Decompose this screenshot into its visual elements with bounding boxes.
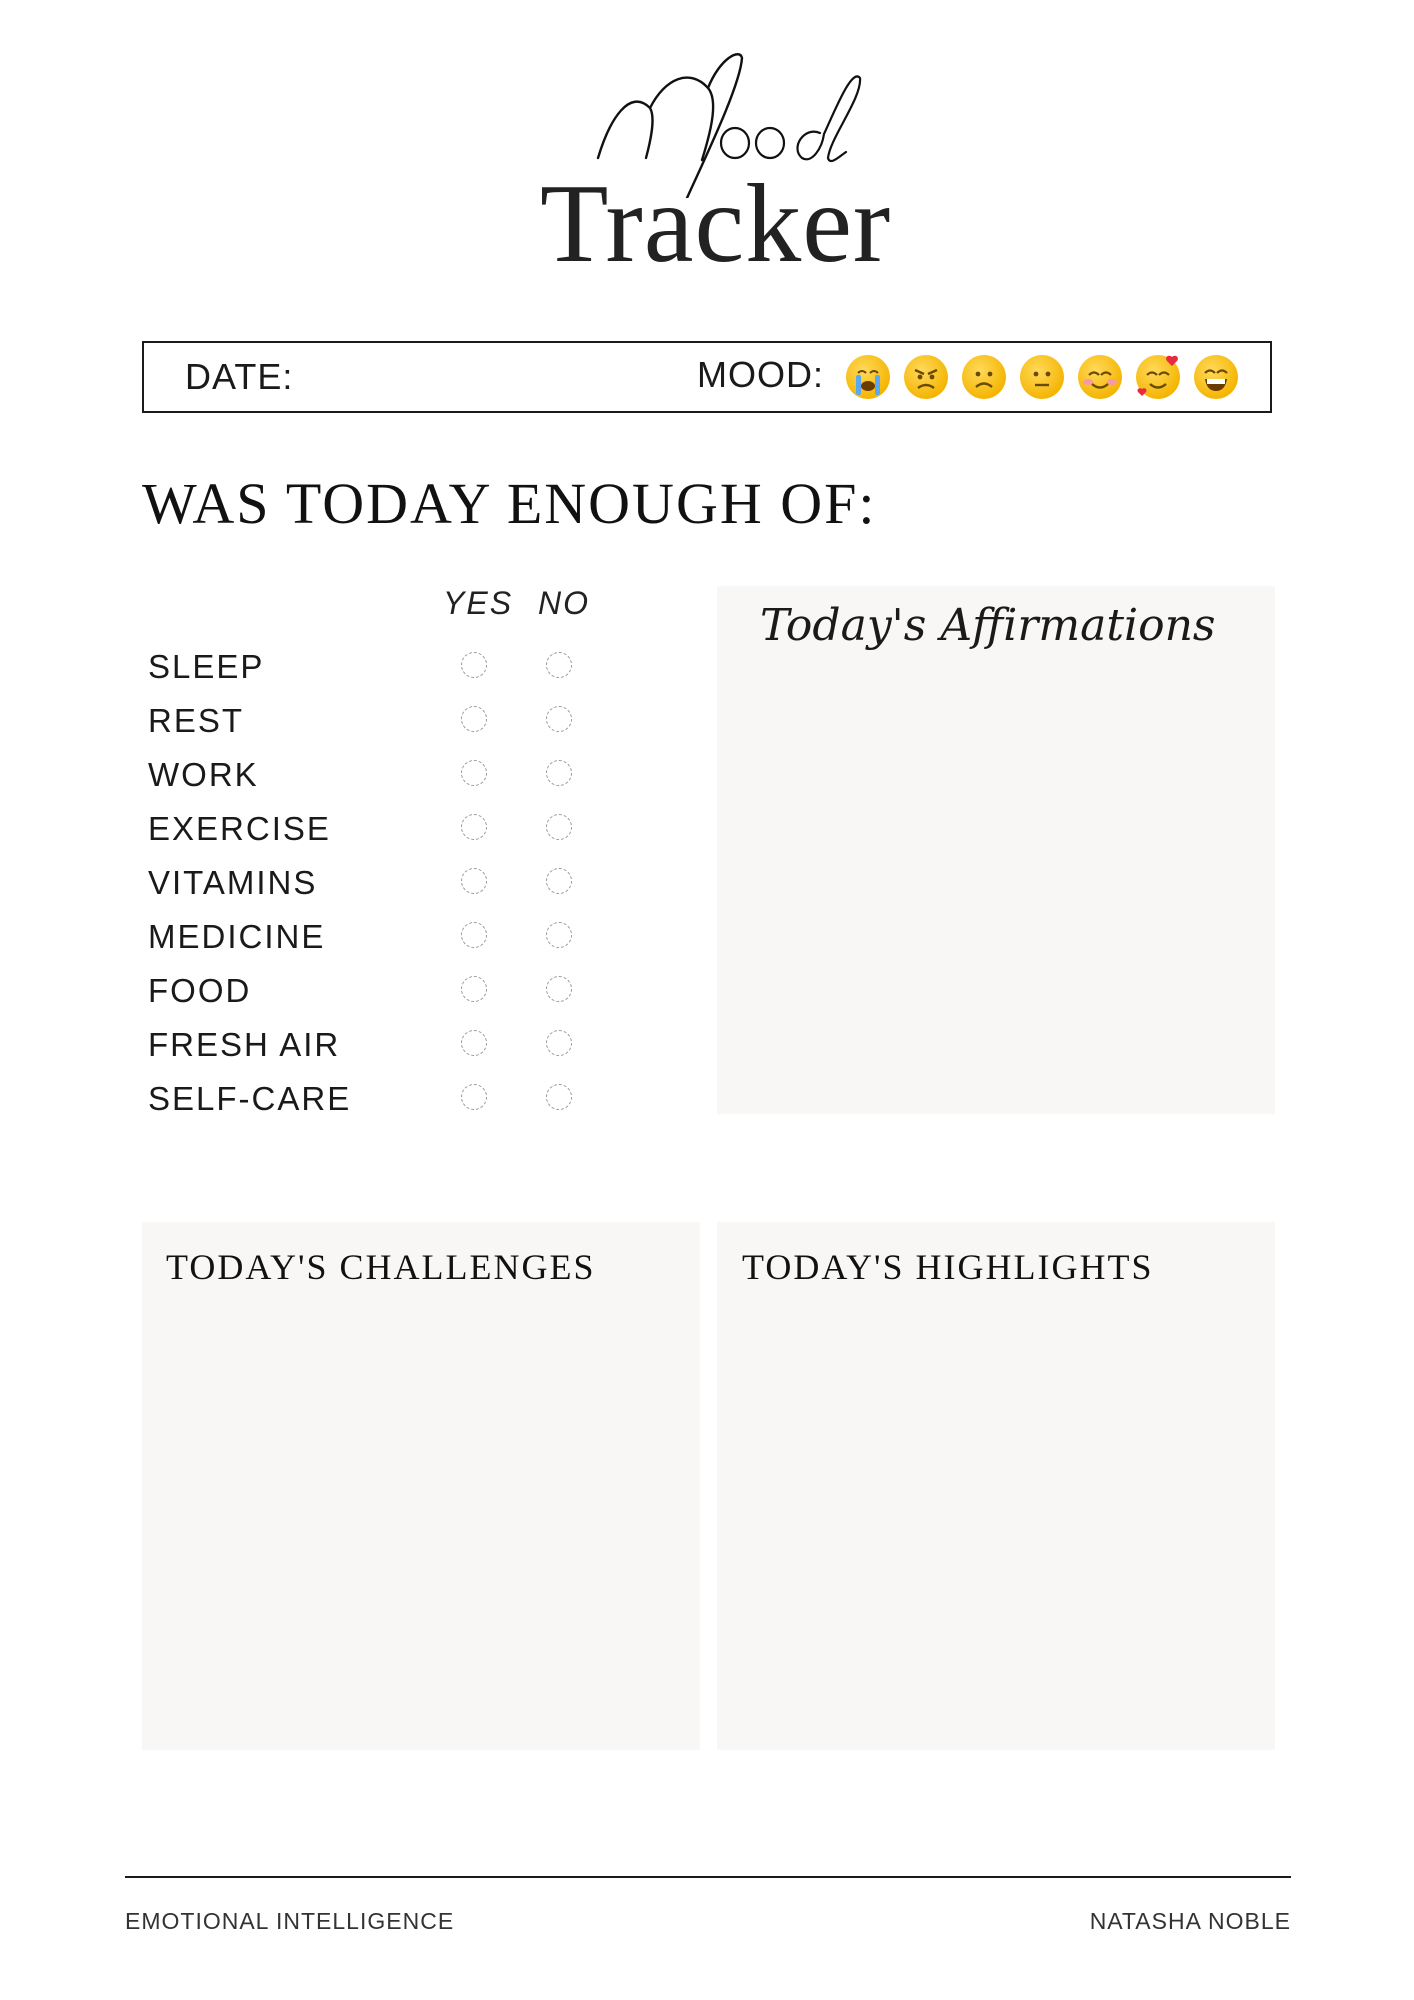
- footer-divider: [125, 1876, 1291, 1878]
- highlights-title: TODAY'S HIGHLIGHTS: [742, 1247, 1154, 1287]
- habit-label-food: FOOD: [148, 972, 252, 1009]
- sleep-yes-radio[interactable]: [461, 652, 487, 678]
- smiling-face-icon[interactable]: [1078, 355, 1122, 399]
- habit-label-fresh-air: FRESH AIR: [148, 1026, 341, 1063]
- affirmations-panel[interactable]: [717, 586, 1275, 1114]
- mood-label: MOOD:: [697, 354, 824, 395]
- fresh-air-no-radio[interactable]: [546, 1030, 572, 1056]
- challenges-title: TODAY'S CHALLENGES: [166, 1247, 596, 1287]
- rest-yes-radio[interactable]: [461, 706, 487, 732]
- habit-label-sleep: SLEEP: [148, 648, 265, 685]
- no-column-header: NO: [538, 585, 590, 621]
- neutral-face-icon[interactable]: [1020, 355, 1064, 399]
- habit-label-medicine: MEDICINE: [148, 918, 326, 955]
- self-care-yes-radio[interactable]: [461, 1084, 487, 1110]
- habit-label-vitamins: VITAMINS: [148, 864, 318, 901]
- angry-face-icon[interactable]: [904, 355, 948, 399]
- date-label: DATE:: [185, 356, 294, 397]
- rest-no-radio[interactable]: [546, 706, 572, 732]
- food-no-radio[interactable]: [546, 976, 572, 1002]
- habit-label-rest: REST: [148, 702, 245, 739]
- fresh-air-yes-radio[interactable]: [461, 1030, 487, 1056]
- title-tracker: Tracker: [540, 162, 892, 286]
- yes-column-header: YES: [443, 585, 514, 621]
- frowning-face-icon[interactable]: [962, 355, 1006, 399]
- vitamins-yes-radio[interactable]: [461, 868, 487, 894]
- exercise-no-radio[interactable]: [546, 814, 572, 840]
- grinning-face-icon[interactable]: [1194, 355, 1238, 399]
- sleep-no-radio[interactable]: [546, 652, 572, 678]
- habit-label-self-care: SELF-CARE: [148, 1080, 352, 1117]
- work-no-radio[interactable]: [546, 760, 572, 786]
- footer-left-text: EMOTIONAL INTELLIGENCE: [125, 1908, 455, 1934]
- footer-right-text: NATASHA NOBLE: [1089, 1908, 1291, 1934]
- self-care-no-radio[interactable]: [546, 1084, 572, 1110]
- exercise-yes-radio[interactable]: [461, 814, 487, 840]
- affirmations-title: Today's Affirmations: [760, 600, 1216, 651]
- checklist-heading: WAS TODAY ENOUGH OF:: [142, 471, 877, 536]
- medicine-no-radio[interactable]: [546, 922, 572, 948]
- habit-label-work: WORK: [148, 756, 259, 793]
- medicine-yes-radio[interactable]: [461, 922, 487, 948]
- habit-label-exercise: EXERCISE: [148, 810, 331, 847]
- work-yes-radio[interactable]: [461, 760, 487, 786]
- highlights-panel[interactable]: [717, 1222, 1275, 1750]
- challenges-panel[interactable]: [142, 1222, 700, 1750]
- smiling-face-with-hearts-icon[interactable]: [1136, 355, 1180, 399]
- crying-face-icon[interactable]: [846, 355, 890, 399]
- vitamins-no-radio[interactable]: [546, 868, 572, 894]
- food-yes-radio[interactable]: [461, 976, 487, 1002]
